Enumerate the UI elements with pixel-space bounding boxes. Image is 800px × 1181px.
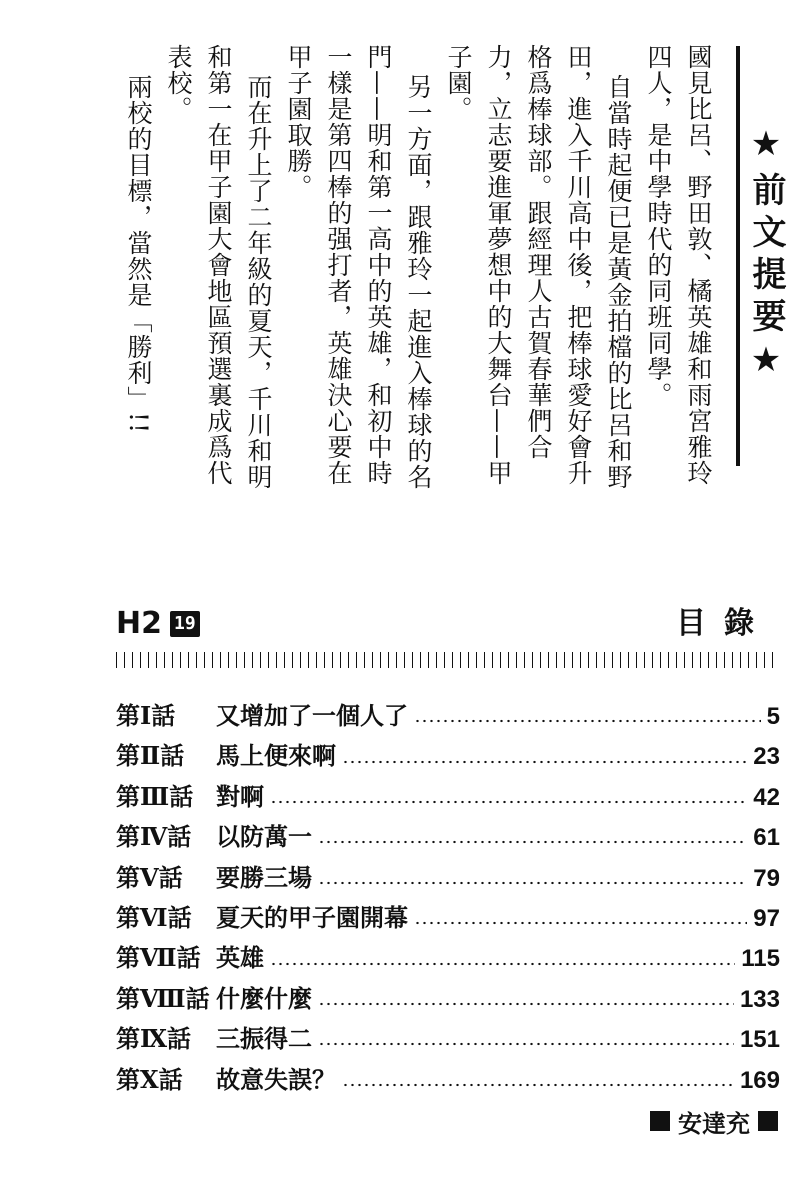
series-title: H2 — [116, 606, 162, 641]
chapter-title: 三振得二 — [216, 1025, 312, 1054]
chapter-page: 5 — [766, 703, 780, 730]
chapter-title: 要勝三場 — [216, 863, 312, 892]
dot-leader — [318, 840, 747, 844]
chapter-title: 以防萬一 — [216, 823, 312, 852]
toc-list — [116, 696, 780, 1100]
chapter-page: 169 — [739, 1066, 780, 1094]
volume-badge: 19 — [170, 611, 200, 637]
dot-leader — [414, 921, 747, 925]
series-label — [116, 606, 200, 642]
chapter-number: 第Ⅳ話 — [116, 822, 192, 852]
author-name: 安達充 — [678, 1109, 750, 1138]
chapter-number: 第Ⅴ話 — [116, 862, 183, 892]
toc-row[interactable] — [116, 696, 780, 736]
chapter-number: 第Ⅹ話 — [116, 1064, 183, 1094]
toc-row[interactable] — [116, 979, 780, 1019]
dot-leader — [414, 719, 761, 723]
summary-paragraph: 自當時起便已是黃金拍檔的比呂和野田，進入千川高中後，把棒球愛好會升格爲棒球部。跟經理人古賀春華們合力，立志要進軍夢想中的大舞台——甲子園。 — [444, 44, 633, 490]
dot-leader — [342, 1083, 734, 1087]
toc-row[interactable] — [116, 898, 780, 938]
chapter-title: 對啊 — [216, 782, 264, 811]
toc-row[interactable] — [116, 817, 780, 857]
chapter-page: 42 — [753, 783, 780, 811]
chapter-page: 79 — [753, 864, 780, 892]
chapter-title: 又增加了一個人了 — [216, 702, 408, 730]
chapter-page: 23 — [753, 743, 780, 771]
chapter-number: 第Ⅲ話 — [116, 781, 194, 811]
dot-leader — [270, 800, 747, 804]
summary-paragraph: 另一方面，跟雅玲一起進入棒球的名門——明和第一高中的英雄，和初中時一樣是第四棒的强打者，英雄決心要在甲子園取勝。 — [284, 44, 433, 490]
summary-title: ★前文提要★ — [736, 46, 792, 466]
square-bullet-icon — [758, 1111, 778, 1131]
toc-row[interactable] — [116, 736, 780, 776]
author-credit — [650, 1104, 778, 1138]
chapter-page: 133 — [739, 985, 780, 1013]
dot-leader — [270, 962, 735, 966]
toc-row[interactable] — [116, 938, 780, 978]
chapter-number: 第Ⅷ話 — [116, 983, 210, 1013]
chapter-page: 97 — [753, 904, 780, 932]
chapter-page: 61 — [753, 824, 780, 852]
toc-row[interactable] — [116, 777, 780, 817]
dot-leader — [318, 1002, 734, 1006]
summary-paragraph: 兩校的目標，當然是「勝利」!! — [124, 74, 153, 435]
toc-header — [116, 606, 772, 646]
chapter-number: 第Ⅰ話 — [116, 701, 176, 730]
chapter-number: 第Ⅵ話 — [116, 902, 192, 932]
chapter-page: 151 — [739, 1026, 780, 1054]
chapter-page: 115 — [741, 945, 780, 973]
summary-paragraph: 而在升上了二年級的夏天，千川和明和第一在甲子園大會地區預選裏成爲代表校。 — [164, 44, 273, 490]
chapter-title: 英雄 — [216, 944, 264, 973]
toc-row[interactable] — [116, 1019, 780, 1059]
chapter-number: 第Ⅸ話 — [116, 1024, 192, 1054]
toc-title: 目錄 — [676, 606, 772, 641]
square-bullet-icon — [650, 1111, 670, 1131]
chapter-number: 第Ⅶ話 — [116, 943, 201, 973]
summary-body — [118, 44, 718, 504]
dot-leader — [318, 881, 747, 885]
summary-paragraph: 國見比呂、野田敦、橘英雄和雨宮雅玲四人，是中學時代的同班同學。 — [644, 44, 713, 486]
chapter-title: 馬上便來啊 — [216, 742, 336, 771]
chapter-title: 什麼什麼 — [216, 984, 312, 1013]
dot-leader — [318, 1042, 734, 1046]
chapter-title: 故意失誤？ — [216, 1065, 336, 1094]
toc-row[interactable] — [116, 858, 780, 898]
ruler-divider — [116, 652, 774, 668]
chapter-number: 第Ⅱ話 — [116, 741, 185, 771]
dot-leader — [342, 760, 747, 764]
toc-row[interactable] — [116, 1060, 780, 1100]
chapter-title: 夏天的甲子園開幕 — [216, 903, 408, 932]
